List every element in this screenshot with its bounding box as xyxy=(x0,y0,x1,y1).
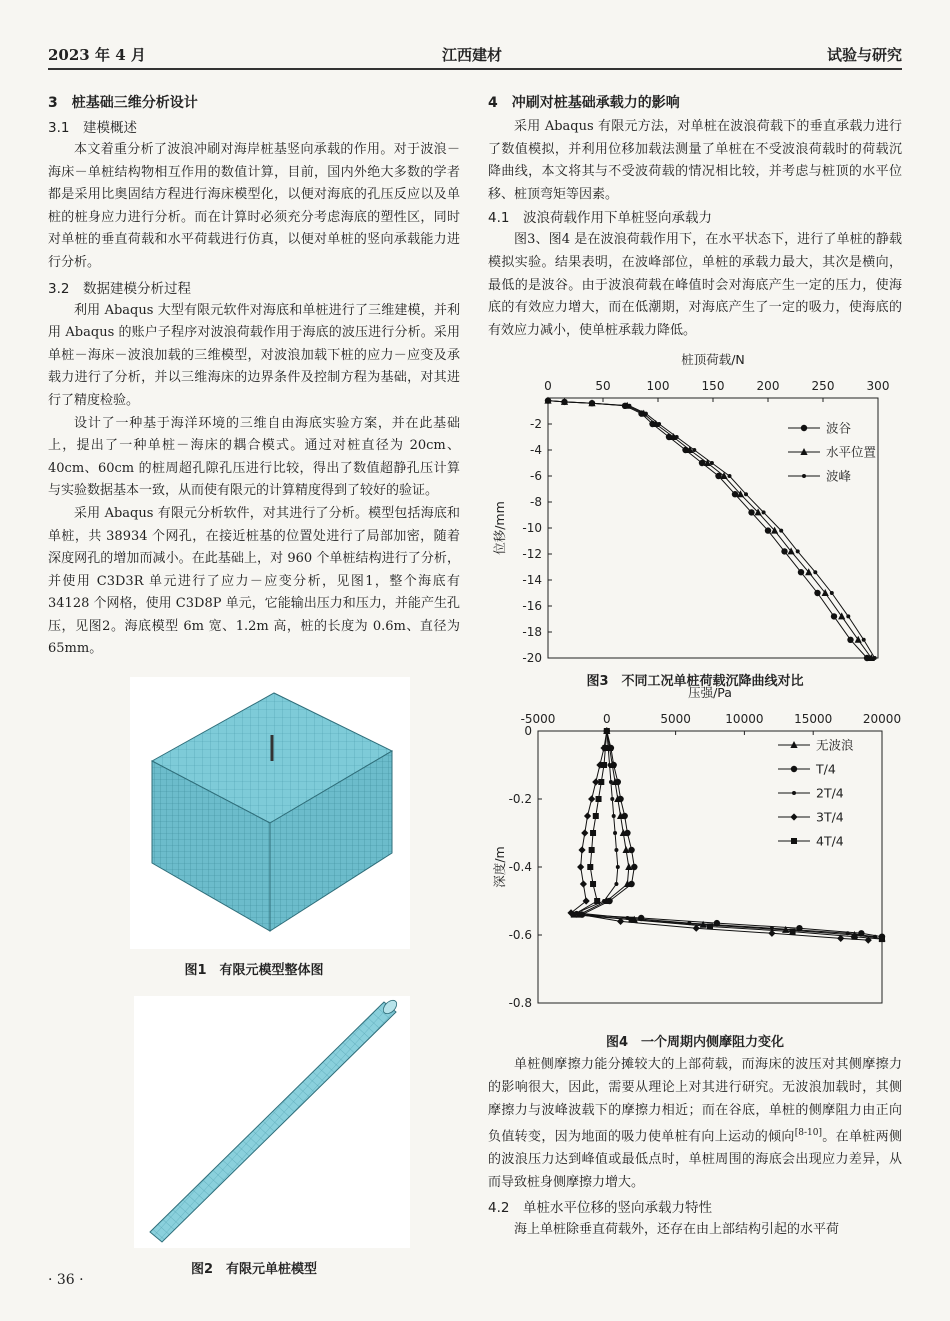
data-point xyxy=(631,864,637,870)
data-point xyxy=(692,448,696,452)
data-point xyxy=(596,796,602,802)
data-point xyxy=(608,763,612,767)
data-point xyxy=(610,797,614,801)
data-point xyxy=(590,830,596,836)
data-point xyxy=(578,847,585,854)
data-point xyxy=(598,779,604,785)
y-tick-label: 0 xyxy=(524,724,532,739)
data-point xyxy=(628,881,634,887)
fem-single-pile-image xyxy=(134,996,410,1248)
legend-marker xyxy=(802,474,806,478)
y-tick-label: -0.8 xyxy=(508,996,532,1011)
x-tick-label: 200 xyxy=(756,379,780,394)
data-point xyxy=(846,615,850,619)
legend-label: 2T/4 xyxy=(816,785,844,801)
data-point xyxy=(624,830,630,836)
data-point xyxy=(707,924,713,930)
data-point xyxy=(627,404,631,408)
data-point xyxy=(629,917,635,923)
data-point xyxy=(879,936,885,942)
data-point xyxy=(830,591,834,595)
section-4-title: 4 冲刷对桩基础承载力的影响 xyxy=(488,95,680,111)
data-point xyxy=(657,422,661,426)
series-line xyxy=(548,401,871,658)
section-4-1-title: 4.1 波浪荷载作用下单桩竖向承载力 xyxy=(488,210,712,227)
data-point xyxy=(710,461,714,465)
section-3-title: 3 桩基础三维分析设计 xyxy=(48,95,198,111)
legend-label: 4T/4 xyxy=(816,833,844,849)
y-tick-label: -18 xyxy=(522,625,542,640)
data-point xyxy=(580,881,587,888)
legend-marker xyxy=(790,814,797,821)
section-3-2-title: 3.2 数据建模分析过程 xyxy=(48,280,191,297)
right-column xyxy=(488,92,902,1242)
data-point xyxy=(613,831,617,835)
x-tick-label: -5000 xyxy=(520,712,556,727)
fem-seabed-model-image xyxy=(130,677,410,949)
legend-marker xyxy=(791,766,797,772)
paragraph-7-part-a: 单桩侧摩擦力能分摊较大的上部荷载，而海床的波压对其侧摩擦力的影响很大，因此，需要从理论上对其进行研究。无波浪加载时，其侧摩擦力与波峰波载下的摩擦力相近；而在谷底，单桩的侧摩阻力由正向负值转变，因为地面的吸力使单桩有向上运动的倾向 xyxy=(488,1057,902,1145)
data-point xyxy=(588,796,595,803)
legend-label: 无波浪 xyxy=(816,737,854,753)
paragraph-2: 利用 Abaqus 大型有限元软件对海底和单桩进行了三维建模，并利用 Abaqus 的账户子程序对波浪荷载作用于海底的波压进行分析。采用单桩－海床－波浪加载的三维模型，对波浪加载下桩的应力－应变及承载力进行了分析，并以三维海床的边界条件及控制方程为基础，对其进行了精度检验。 xyxy=(48,302,460,408)
data-point xyxy=(587,864,593,870)
y-tick-label: -16 xyxy=(522,599,542,614)
data-point xyxy=(563,400,567,404)
legend xyxy=(788,421,877,484)
data-point xyxy=(602,745,608,751)
data-point xyxy=(612,814,616,818)
x-tick-label: 10000 xyxy=(725,712,764,727)
data-point xyxy=(601,762,607,768)
figure-3-caption: 图3 不同工况单桩荷载沉降曲线对比 xyxy=(586,674,804,690)
citation-8-10: [8-10] xyxy=(794,1128,822,1139)
y-tick-label: -4 xyxy=(530,443,542,458)
legend-marker xyxy=(801,425,807,431)
y-axis-label: 位移/mm xyxy=(492,501,507,556)
data-point xyxy=(581,830,588,837)
data-point xyxy=(831,614,837,620)
data-point xyxy=(584,813,591,820)
y-tick-label: -2 xyxy=(530,417,542,432)
figure-1-caption: 图1 有限元模型整体图 xyxy=(184,963,324,979)
series-2 xyxy=(544,397,875,661)
legend-marker xyxy=(791,838,797,844)
data-point xyxy=(744,493,748,497)
data-point xyxy=(589,847,595,853)
figure-2 xyxy=(134,996,410,1248)
paragraph-1: 本文着重分析了波浪冲刷对海岸桩基竖向承载的作用。对于波浪－海床－单桩结构物相互作用的数值计算，目前，国内外绝大多数的学者都是采用比奥固结方程进行海床模型化，以便对海底的孔压反应以及单桩的桩身应力进行分析。而在计算时必须充分考虑海底的塑性区，同时对单桩的垂直荷载和水平荷载进行仿真，以便对单桩的竖向承载能力进行分析。 xyxy=(48,142,460,270)
header-rule xyxy=(48,68,902,70)
data-point xyxy=(765,528,771,534)
x-tick-label: 250 xyxy=(811,379,835,394)
paragraph-4: 采用 Abaqus 有限元分析软件，对其进行了分析。模型包括海底和单桩，共 38934 个网孔，在接近桩基的位置处进行了局部加密，随着深度网孔的增加而减小。在此基础上，对 960 个单桩结构进行了分析，并使用 C3D3R 单元进行了应力－应变分析，见图1，整个海底有 34128 个网格，使用 C3D8P 单元，它能输出压力和压力，并能产生孔压，见图2。海底模型 6m 宽、1.2m 高，桩的长度为 0.6m、直径为 65mm。 xyxy=(48,505,460,657)
figure-2-caption: 图2 有限元单桩模型 xyxy=(190,1262,318,1278)
data-point xyxy=(847,637,853,643)
data-point xyxy=(846,932,850,936)
data-point xyxy=(593,813,599,819)
legend-label: 3T/4 xyxy=(816,809,844,825)
data-point xyxy=(546,399,550,403)
figure-4-chart xyxy=(488,685,902,1033)
data-point xyxy=(615,779,621,785)
header-section: 试验与研究 xyxy=(826,46,902,64)
x-tick-label: 20000 xyxy=(862,712,902,727)
x-tick-label: 300 xyxy=(866,379,890,394)
data-point xyxy=(590,881,596,887)
y-tick-label: -10 xyxy=(522,521,542,536)
x-tick-label: 100 xyxy=(646,379,670,394)
y-tick-label: -0.2 xyxy=(508,792,532,807)
y-tick-label: -6 xyxy=(530,469,542,484)
legend-label: 波谷 xyxy=(826,420,852,436)
data-point xyxy=(628,847,634,853)
y-tick-label: -8 xyxy=(530,495,542,510)
y-tick-label: -0.4 xyxy=(508,860,532,875)
paragraph-7 xyxy=(488,1054,902,1194)
data-point xyxy=(604,728,610,734)
section-3-1-title: 3.1 建模概述 xyxy=(48,120,137,136)
data-point xyxy=(781,549,787,555)
data-point xyxy=(616,865,620,869)
legend-marker xyxy=(792,791,796,795)
x-axis-label: 压强/Pa xyxy=(688,685,732,701)
series-3 xyxy=(546,399,877,660)
data-point xyxy=(609,780,613,784)
header-journal: 江西建材 xyxy=(442,46,503,64)
data-point xyxy=(614,882,618,886)
figure-1 xyxy=(130,677,410,949)
data-point xyxy=(851,934,857,940)
data-point xyxy=(614,848,618,852)
data-point xyxy=(796,550,800,554)
plot-frame xyxy=(548,398,878,658)
paragraph-6: 图3、图4 是在波浪荷载作用下，在水平状态下，进行了单桩的静载模拟实验。结果表明，在波峰部位，单桩的承载力最大，其次是横向，最低的是波谷。由于波浪荷载在峰值时会对海底产生一定的压力，使海底的有效应力增大，而在低潮期，对海底产生了一定的吸力，使海底的有效应力减小，使单桩承载力降低。 xyxy=(488,232,902,338)
data-point xyxy=(762,511,766,515)
series-line xyxy=(548,401,867,658)
data-point xyxy=(732,491,738,497)
figure-3-chart xyxy=(488,348,902,674)
figure-4-caption: 图4 一个周期内侧摩阻力变化 xyxy=(605,1035,785,1051)
data-point xyxy=(602,899,606,903)
data-point xyxy=(621,813,627,819)
section-4-2-title: 4.2 单桩水平位移的竖向承载力特性 xyxy=(488,1200,712,1217)
data-point xyxy=(675,435,679,439)
y-tick-label: -0.6 xyxy=(508,928,532,943)
series-line xyxy=(548,401,875,658)
data-point xyxy=(571,912,577,918)
legend-label: 波峰 xyxy=(826,468,852,484)
header-date: 2023 年 4 月 xyxy=(48,46,146,64)
page-number: · 36 · xyxy=(48,1272,84,1288)
y-tick-label: -14 xyxy=(522,573,542,588)
data-point xyxy=(814,590,820,596)
data-point xyxy=(873,656,877,660)
data-point xyxy=(644,412,648,416)
x-tick-label: 0 xyxy=(602,712,611,727)
x-tick-label: 15000 xyxy=(794,712,833,727)
y-axis-label: 深度/m xyxy=(492,846,507,889)
data-point xyxy=(606,898,612,904)
legend-label: 水平位置 xyxy=(826,444,877,460)
data-point xyxy=(748,510,754,516)
paragraph-5: 采用 Abaqus 有限元方法，对单桩在波浪荷载下的垂直承载力进行了数值模拟，并利用位移加载法测量了单桩在不受波浪荷载时的荷载沉降曲线，本文将其与不受波荷载的情况相比较，并考虑与桩顶的水平位移、桩顶弯矩等因素。 xyxy=(488,119,902,202)
y-tick-label: -12 xyxy=(522,547,542,562)
x-tick-label: 50 xyxy=(595,379,611,394)
series-1 xyxy=(545,398,870,662)
x-tick-label: 0 xyxy=(544,379,552,394)
paragraph-7-part-b: 。在单桩两侧的波浪压力达到峰值或最低点时，单桩周围的海底会出现应力差异，从而导致桩身侧摩擦力增大。 xyxy=(488,1129,902,1190)
data-point xyxy=(790,929,796,935)
legend-label: T/4 xyxy=(816,761,836,777)
legend xyxy=(778,738,854,849)
data-point xyxy=(813,571,817,575)
left-column xyxy=(48,92,460,1277)
x-axis-label: 桩顶荷载/N xyxy=(681,352,745,368)
data-point xyxy=(779,529,783,533)
data-point xyxy=(728,474,732,478)
data-point xyxy=(577,864,584,871)
y-tick-label: -20 xyxy=(522,651,542,666)
data-point xyxy=(798,569,804,575)
data-point xyxy=(770,927,774,931)
data-point xyxy=(590,402,594,406)
data-point xyxy=(617,796,623,802)
data-point xyxy=(862,638,866,642)
paragraph-3: 设计了一种基于海洋环境的三维自由海底实验方案，并在此基础上，提出了一种单桩－海床的耦合模式。通过对桩直径为 20cm、40cm、60cm 的桩周超孔隙孔压进行比较，得出了数值超静孔压计算与实验数据基本一致，从而使有限元的计算精度得到了较好的验证。 xyxy=(48,415,460,499)
paragraph-8: 海上单桩除垂直荷载外，还存在由上部结构引起的水平荷 xyxy=(514,1222,840,1238)
x-tick-label: 5000 xyxy=(660,712,691,727)
x-tick-label: 150 xyxy=(701,379,725,394)
data-point xyxy=(594,898,600,904)
